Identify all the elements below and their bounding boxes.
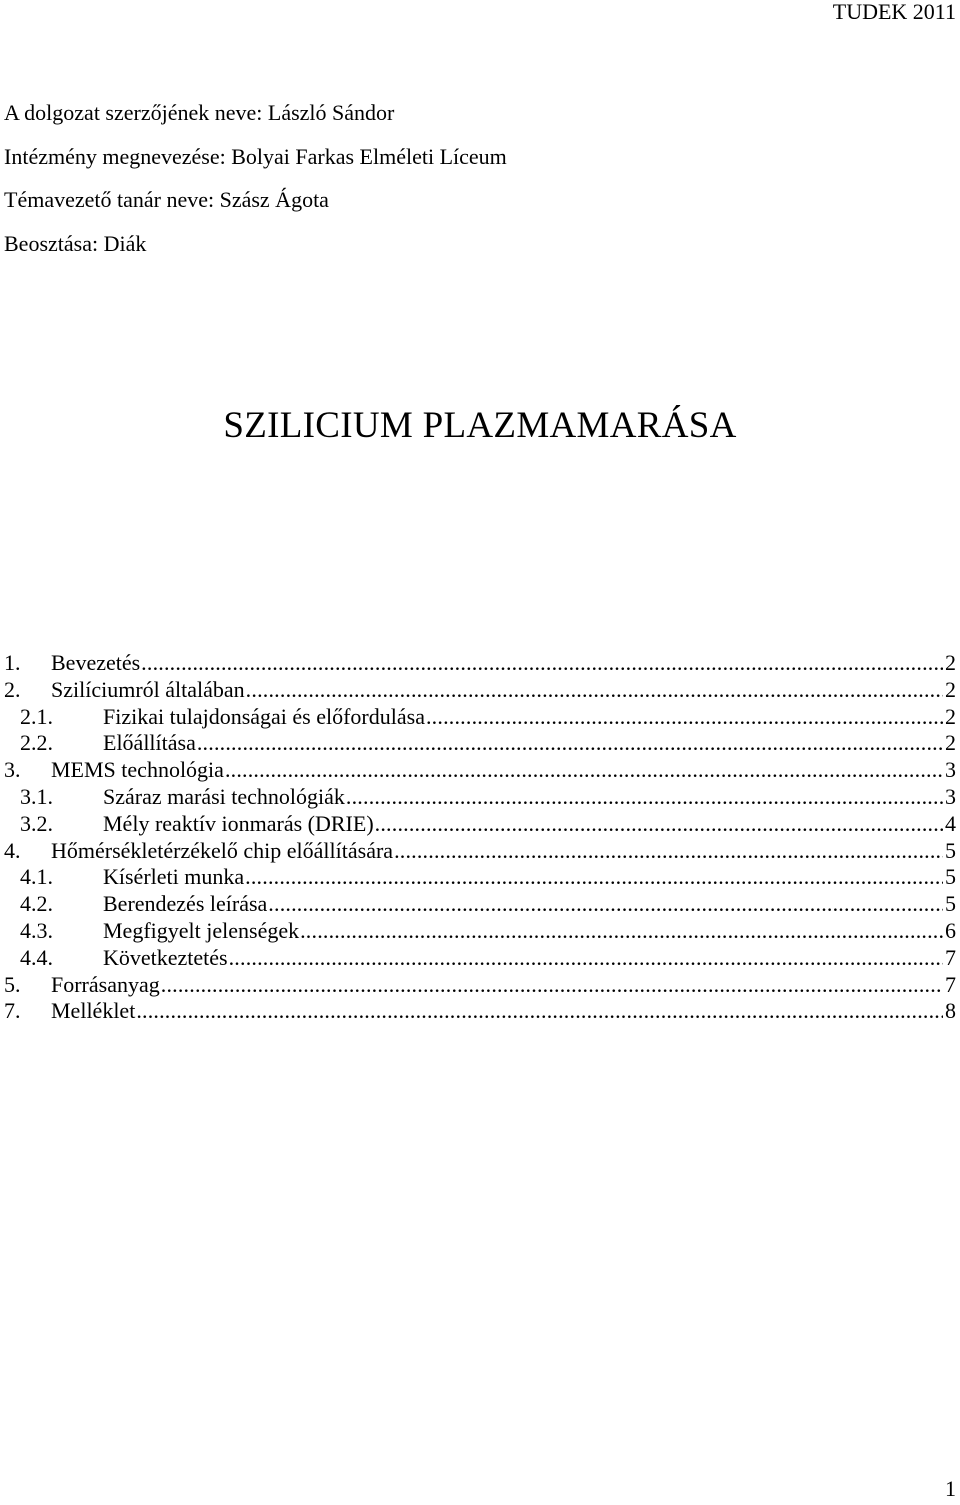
header-label: TUDEK 2011 [832,0,956,24]
toc-entry-page: 5 [945,837,956,863]
toc-entry-page: 7 [945,971,956,997]
toc-dot-leader [375,811,943,837]
toc-entry[interactable] [4,677,956,704]
toc-entry[interactable] [4,945,956,972]
toc-entry-title: Kísérleti munka [103,864,245,890]
toc-entry-number: 3.1. [20,783,53,809]
toc-entry-title: Következtetés [103,944,228,970]
toc-entry-title: Berendezés leírása [103,891,268,917]
toc-dot-leader [225,757,943,783]
position-line: Beosztása: Diák [4,230,147,256]
toc-entry[interactable] [4,998,956,1025]
document-title: SZILICIUM PLAZMAMARÁSA [223,405,737,446]
toc-dot-leader [245,864,943,890]
toc-entry-title: Szilíciumról általában [51,676,245,702]
toc-entry[interactable] [4,891,956,918]
author-info-block [4,99,507,273]
toc-entry-number: 4. [4,837,21,863]
toc-dot-leader [346,784,943,810]
toc-entry-number: 3.2. [20,810,53,836]
toc-dot-leader [197,730,943,756]
toc-entry-number: 2. [4,676,21,702]
toc-dot-leader [229,945,943,971]
toc-entry-number: 7. [4,998,21,1024]
toc-entry-page: 2 [945,650,956,675]
institution-line: Intézmény megnevezése: Bolyai Farkas Elméleti Líceum [4,143,507,169]
table-of-contents [4,650,956,1025]
toc-entry-page: 2 [945,703,956,729]
toc-entry-number: 4.1. [20,864,53,890]
toc-dot-leader [394,838,943,864]
toc-entry-title: Száraz marási technológiák [103,783,345,809]
toc-entry-number: 2.1. [20,703,53,729]
toc-entry-page: 3 [945,783,956,809]
toc-entry[interactable] [4,838,956,865]
toc-entry-number: 3. [4,757,21,783]
toc-entry-page: 5 [945,864,956,890]
toc-dot-leader [426,704,943,730]
toc-entry-title: Hőmérsékletérzékelő chip előállítására [51,837,394,863]
toc-entry-number: 5. [4,971,21,997]
toc-entry[interactable] [4,972,956,999]
toc-entry-page: 7 [945,944,956,970]
supervisor-line: Témavezető tanár neve: Szász Ágota [4,187,329,212]
toc-entry-page: 4 [945,810,956,836]
toc-entry-number: 1. [4,650,21,675]
toc-dot-leader [268,891,943,917]
toc-entry-number: 4.2. [20,891,53,917]
toc-entry-number: 4.3. [20,917,53,943]
toc-entry-title: Forrásanyag [51,971,160,997]
toc-dot-leader [161,972,943,998]
toc-entry-title: Mély reaktív ionmarás (DRIE) [103,810,374,836]
toc-entry[interactable] [4,864,956,891]
toc-entry[interactable] [4,784,956,811]
toc-entry-title: Fizikai tulajdonságai és előfordulása [103,703,425,729]
toc-entry[interactable] [4,757,956,784]
toc-entry-page: 2 [945,730,956,756]
toc-entry-page: 3 [945,757,956,783]
toc-dot-leader [136,998,943,1024]
toc-entry[interactable] [4,704,956,731]
toc-entry-page: 6 [945,917,956,943]
toc-entry-title: MEMS technológia [51,757,224,783]
toc-entry[interactable] [4,730,956,757]
toc-entry-number: 4.4. [20,944,53,970]
toc-entry-page: 8 [945,998,956,1024]
author-line: A dolgozat szerzőjének neve: László Sándor [4,100,395,125]
toc-entry[interactable] [4,650,956,677]
page-number: 1 [945,1476,956,1501]
toc-entry-title: Megfigyelt jelenségek [103,917,300,943]
toc-entry-number: 2.2. [20,730,53,756]
toc-entry-title: Melléklet [51,998,136,1024]
toc-entry[interactable] [4,918,956,945]
toc-entry-page: 2 [945,676,956,702]
toc-dot-leader [141,650,943,676]
toc-entry[interactable] [4,811,956,838]
toc-entry-title: Bevezetés [51,650,141,675]
toc-dot-leader [246,677,943,703]
toc-dot-leader [300,918,943,944]
toc-entry-title: Előállítása [103,730,196,756]
toc-entry-page: 5 [945,891,956,917]
